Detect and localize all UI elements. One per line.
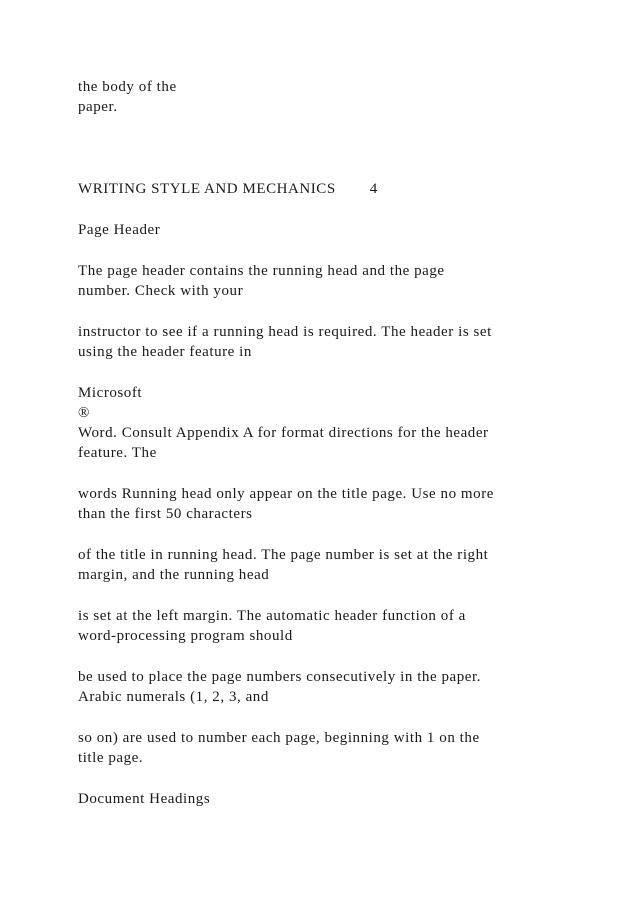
paragraph-line: than the first 50 characters (78, 506, 253, 522)
paragraph-line: Word. Consult Appendix A for format directions for the header (78, 425, 489, 441)
paragraph-line: word-processing program should (78, 628, 293, 644)
paragraph-line: The page header contains the running head and the page (78, 263, 445, 279)
section-heading-page-header: Page Header (78, 222, 161, 238)
body-line-2: paper. (78, 99, 118, 115)
paragraph-line: using the header feature in (78, 344, 252, 360)
paragraph-line: feature. The (78, 445, 157, 461)
paragraph-line: title page. (78, 750, 144, 766)
paragraph-line: be used to place the page numbers consecutively in the paper. (78, 669, 482, 685)
body-line-1: the body of the (78, 79, 177, 95)
section-heading-document-headings: Document Headings (78, 791, 211, 807)
running-head (78, 179, 378, 199)
paragraph-line: so on) are used to number each page, beginning with 1 on the (78, 730, 480, 746)
running-head-title: WRITING STYLE AND MECHANICS (78, 181, 336, 197)
paragraph-line: instructor to see if a running head is required. The header is set (78, 324, 492, 340)
paragraph-line: number. Check with your (78, 283, 244, 299)
paragraph-line: Microsoft (78, 385, 143, 401)
page-number: 4 (369, 181, 378, 197)
paragraph-line: is set at the left margin. The automatic header function of a (78, 608, 466, 624)
registered-mark: ® (78, 405, 90, 421)
paragraph-line: of the title in running head. The page number is set at the right (78, 547, 489, 563)
paragraph-line: words Running head only appear on the title page. Use no more (78, 486, 494, 502)
paragraph-line: margin, and the running head (78, 567, 270, 583)
paragraph-line: Arabic numerals (1, 2, 3, and (78, 689, 269, 705)
